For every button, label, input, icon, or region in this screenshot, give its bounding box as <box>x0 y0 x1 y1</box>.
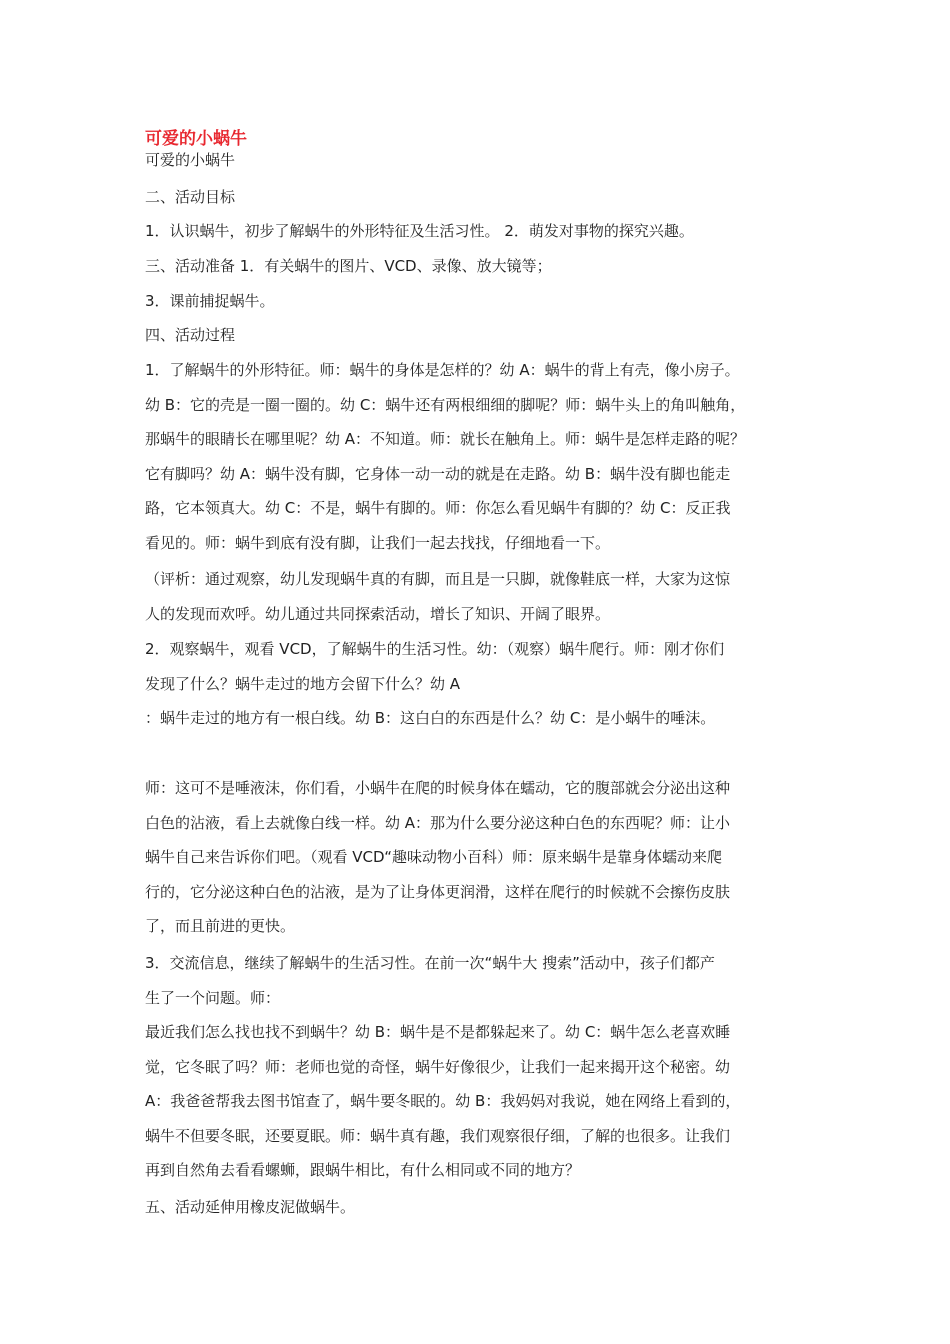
preparation-paragraph <box>145 249 810 284</box>
text-line: 觉，它冬眠了吗？师：老师也觉的奇怪，蜗牛好像很少，让我们一起来揭开这个秘密。幼 <box>145 1057 731 1076</box>
text-line: 可爱的小蜗牛 <box>145 151 236 169</box>
text-line: 最近我们怎么找也找不到蜗牛？幼 B：蜗牛是不是都躲起来了。幼 C：蜗牛怎么老喜欢睡 <box>145 1023 731 1041</box>
text-line: 蜗牛不但要冬眠，还要夏眠。师：蜗牛真有趣，我们观察很仔细，了解的也很多。让我们 <box>145 1126 731 1145</box>
teacher-explanation-paragraph <box>145 771 810 944</box>
text-line: 师：这可不是唾液沫，你们看，小蜗牛在爬的时候身体在蠕动，它的腹部就会分泌出这种 <box>145 779 731 797</box>
text-line: 1．了解蜗牛的外形特征。师：蜗牛的身体是怎样的？幼 A：蜗牛的背上有壳，像小房子。 <box>145 361 740 379</box>
document-title: 可爱的小蜗牛 <box>145 129 247 149</box>
process-step-1 <box>145 353 810 560</box>
text-line: 五、活动延伸用橡皮泥做蜗牛。 <box>145 1198 356 1216</box>
text-line: 蜗牛自己来告诉你们吧。（观看 VCD“趣味动物小百科）师：原来蜗牛是靠身体蠕动来爬 <box>145 848 722 866</box>
process-step-2 <box>145 632 810 701</box>
text-line: 人的发现而欢呼。幼儿通过共同探索活动，增长了知识、开阔了眼界。 <box>145 604 611 623</box>
section-heading-process <box>145 318 810 353</box>
section-heading-extension <box>145 1190 810 1225</box>
text-line: ：蜗牛走过的地方有一根白线。幼 B：这白白的东西是什么？幼 C：是小蜗牛的唾沫。 <box>145 709 716 727</box>
subtitle-paragraph <box>145 143 810 178</box>
text-line: （评析：通过观察，幼儿发现蜗牛真的有脚，而且是一只脚，就像鞋底一样，大家为这惊 <box>145 570 731 588</box>
goals-paragraph <box>145 214 810 249</box>
text-line: 了，而且前进的更快。 <box>145 917 296 935</box>
section-heading-goals <box>145 180 810 215</box>
text-line: 三、活动准备 1．有关蜗牛的图片、VCD、录像、放大镜等； <box>145 257 552 275</box>
text-line: 行的，它分泌这种白色的沾液，是为了让身体更润滑，这样在爬行的时候就不会擦伤皮肤 <box>145 882 731 901</box>
text-line: 二、活动目标 <box>145 188 236 206</box>
text-line: 再到自然角去看看螺蛳，跟蜗牛相比，有什么相同或不同的地方？ <box>145 1161 581 1179</box>
text-line: 白色的沾液，看上去就像白线一样。幼 A：那为什么要分泌这种白色的东西呢？师：让小 <box>145 813 731 832</box>
text-line: 路，它本领真大。幼 C：不是，蜗牛有脚的。师：你怎么看见蜗牛有脚的？幼 C：反正我 <box>145 499 731 517</box>
preparation-item <box>145 284 810 319</box>
text-line: 它有脚吗？幼 A：蜗牛没有脚，它身体一动一动的就是在走路。幼 B：蜗牛没有脚也能走 <box>145 464 731 483</box>
text-line: 看见的。师：蜗牛到底有没有脚，让我们一起去找找，仔细地看一下。 <box>145 533 611 552</box>
text-line: 1．认识蜗牛，初步了解蜗牛的外形特征及生活习性。 2．萌发对事物的探究兴趣。 <box>145 222 694 240</box>
process-step-2-continued <box>145 701 810 736</box>
text-line: 四、活动过程 <box>145 326 236 344</box>
text-line: 2．观察蜗牛，观看 VCD，了解蜗牛的生活习性。幼：（观察）蜗牛爬行。师：刚才你们 <box>145 640 725 658</box>
commentary-paragraph <box>145 562 810 631</box>
text-line: 3．交流信息，继续了解蜗牛的生活习性。在前一次“蜗牛大 搜索”活动中，孩子们都产 <box>145 954 715 972</box>
text-line: 那蜗牛的眼睛长在哪里呢？幼 A：不知道。师：就长在触角上。师：蜗牛是怎样走路的呢？ <box>145 430 746 448</box>
text-line: 3．课前捕捉蜗牛。 <box>145 292 275 310</box>
text-line: 生了一个问题。师： <box>145 988 281 1007</box>
text-line: A：我爸爸帮我去图书馆查了，蜗牛要冬眠的。幼 B：我妈妈对我说，她在网络上看到的， <box>145 1092 741 1110</box>
text-line: 发现了什么？蜗牛走过的地方会留下什么？幼 A <box>145 674 461 693</box>
process-step-3 <box>145 946 810 1015</box>
hibernation-discussion-paragraph <box>145 1015 810 1188</box>
text-line: 幼 B：它的壳是一圈一圈的。幼 C：蜗牛还有两根细细的脚呢？师：蜗牛头上的角叫触角， <box>145 395 746 414</box>
